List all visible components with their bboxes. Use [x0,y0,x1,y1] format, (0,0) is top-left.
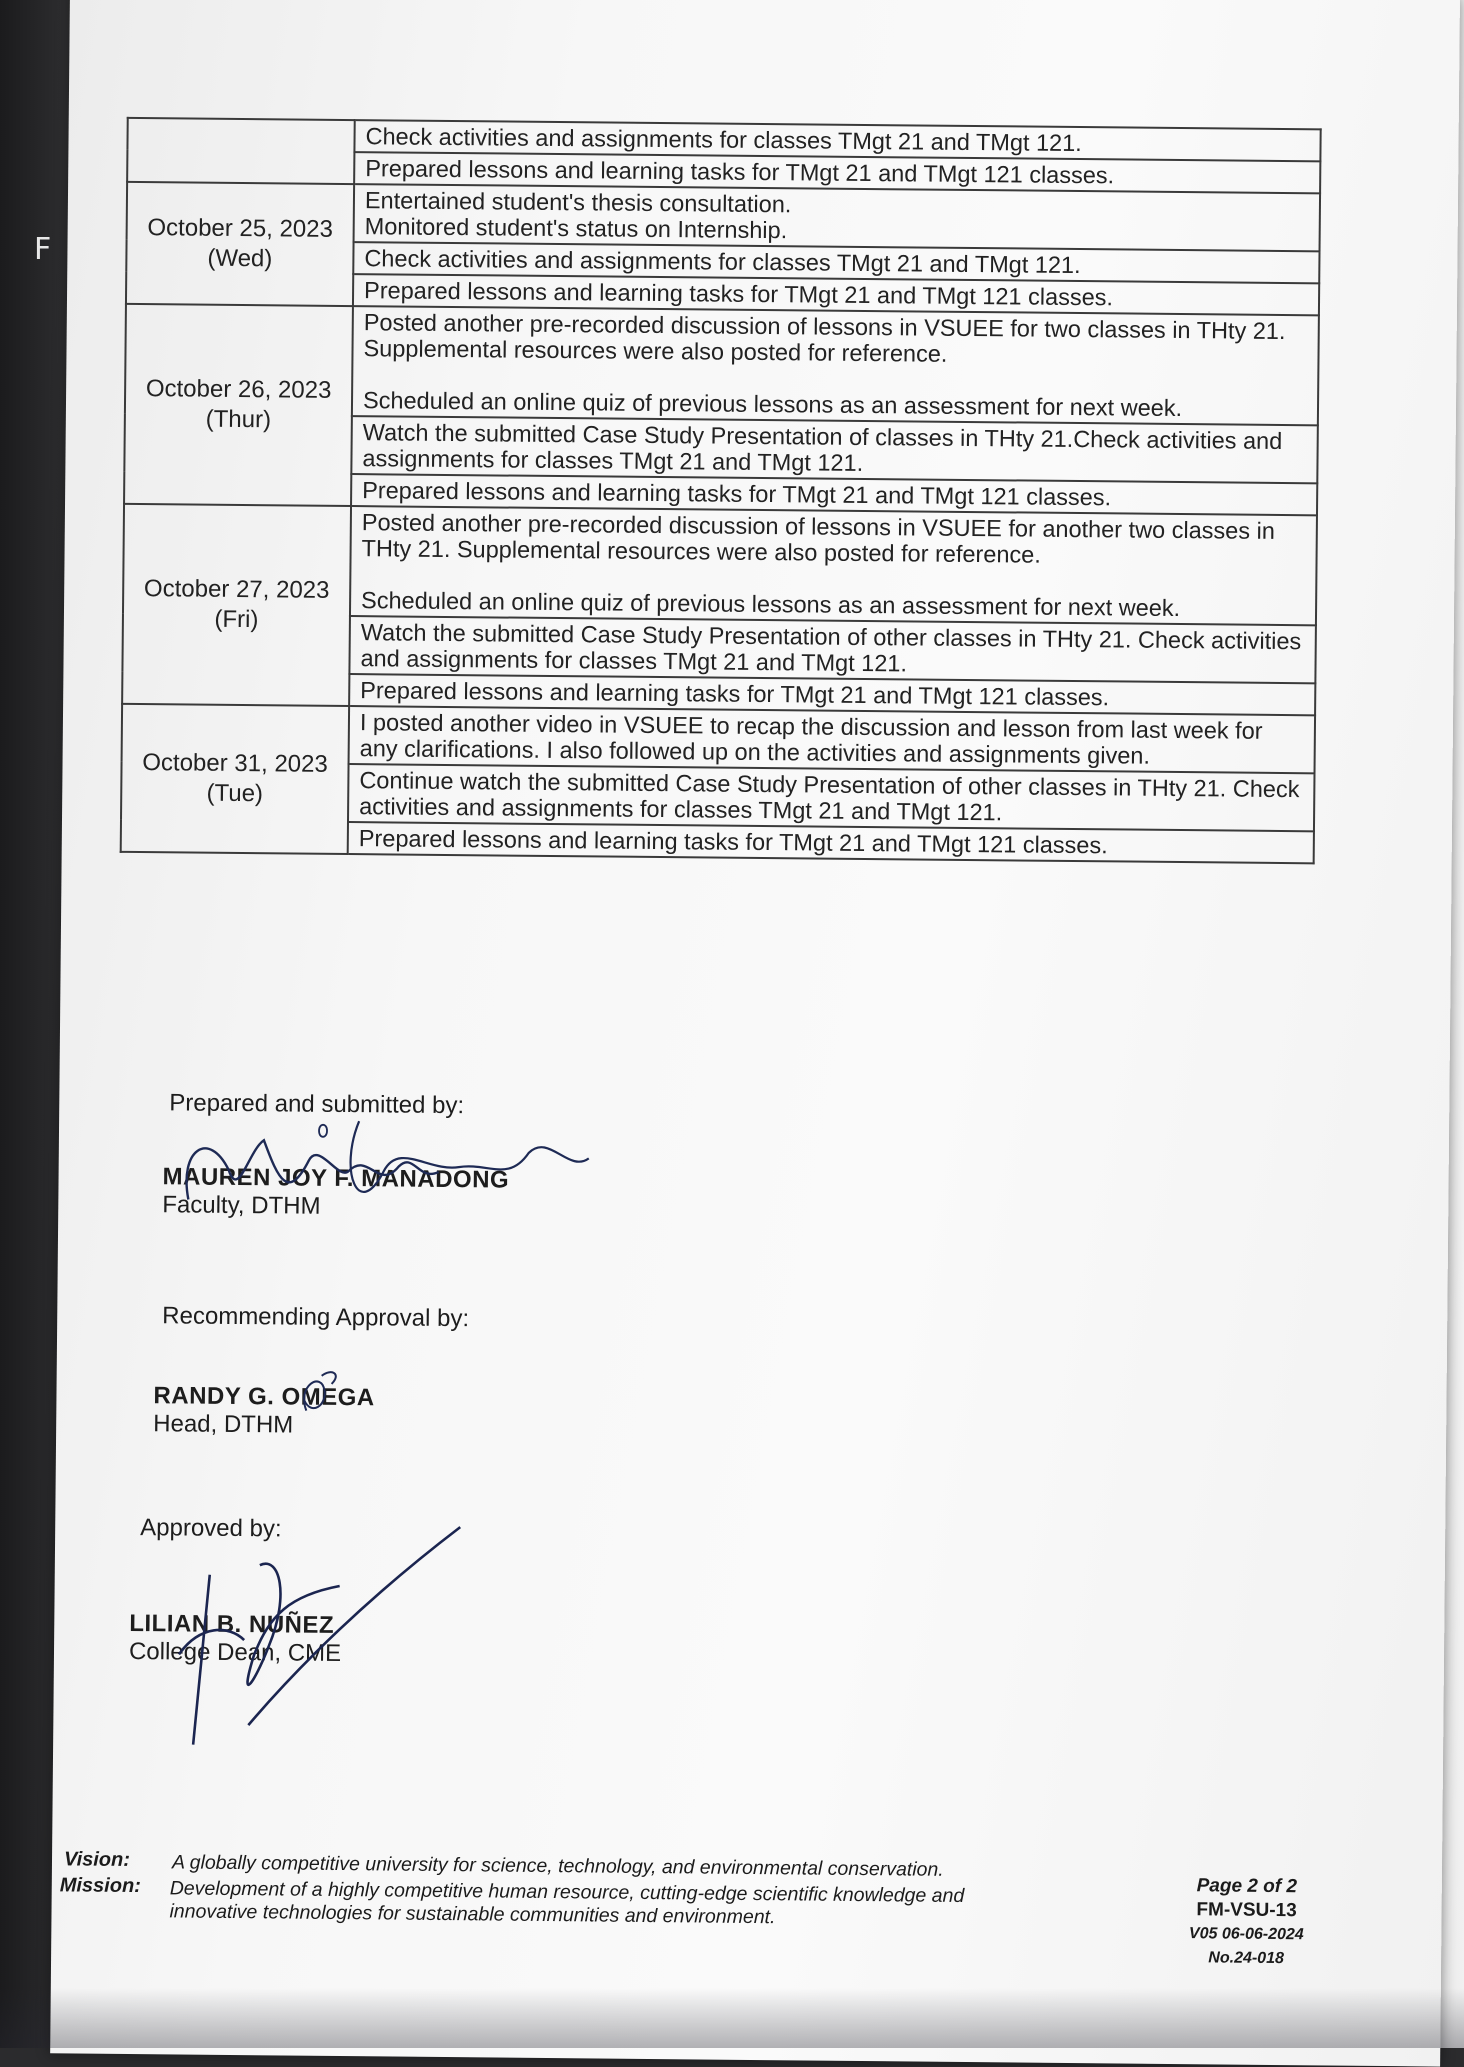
table-row [122,704,1316,773]
date-text: October 25, 2023 [147,214,334,243]
date-text: October 27, 2023 [143,575,330,604]
activity-entry: Check activities and assignments for classes TMgt 21 and TMgt 121. [354,120,1320,161]
approver-title: College Dean, CME [128,1637,342,1668]
activity-entry: I posted another video in VSUEE to recap the discussion and lesson from last week for any clarifications. I also followed up on the activities and assignments given. [349,706,1316,773]
activity-entry: Continue watch the submitted Case Study Presentation of other classes in THty 21. Check activities and assignments for classes TMgt 21 and TMgt 121. [348,764,1315,831]
activity-entry: Prepared lessons and learning tasks for TMgt 21 and TMgt 121 classes. [349,674,1315,715]
document-footer [51,1838,1442,1968]
activity-entry: Entertained student's thesis consultation. Monitored student's status on Internship. [354,184,1321,251]
date-text [138,150,343,152]
approved-by-label: Approved by: [140,1514,282,1543]
date-cell [122,504,351,706]
document-page [50,0,1460,2067]
date-cell [121,704,349,854]
recommending-label: Recommending Approval by: [162,1302,470,1333]
activity-entry: Watch the submitted Case Study Presentation of other classes in THty 21. Check activities and assignments for classes TMgt 21 and TMgt 121. [349,616,1316,683]
weekday-text: (Wed) [207,244,273,273]
activity-entry: Prepared lessons and learning tasks for TMgt 21 and TMgt 121 classes. [353,274,1319,315]
activity-entry: Prepared lessons and learning tasks for TMgt 21 and TMgt 121 classes. [351,474,1317,515]
weekday-text: (Tue) [206,779,264,808]
mission-text: Development of a highly competitive human resource, cutting-edge scientific knowledge and innovative technologies for sustainable communities and environment. [169,1877,965,1929]
date-cell [127,118,355,184]
activity-entry: Check activities and assignments for classes TMgt 21 and TMgt 121. [353,242,1319,283]
table-row [123,504,1317,625]
preparer-title: Faculty, DTHM [162,1191,321,1220]
approver-name: LILIAN B. NUÑEZ [129,1609,335,1639]
form-version: V05 06-06-2024 [1188,1925,1304,1944]
keyboard-key-label: F [34,232,52,267]
approved-by-block [128,1514,343,1668]
recommender-title: Head, DTHM [153,1410,294,1439]
recommending-block [153,1302,470,1441]
activity-entry: Prepared lessons and learning tasks for TMgt 21 and TMgt 121 classes. [354,152,1320,193]
mission-label: Mission: [59,1874,142,1898]
recommender-name: RANDY G. OMEGA [153,1382,375,1412]
form-number: No.24-018 [1208,1949,1285,1968]
preparer-name: MAUREN JOY F. MANADONG [162,1163,510,1194]
prepared-by-block [162,1089,510,1222]
page-number: Page 2 of 2 [1196,1875,1298,1898]
activity-entry: Watch the submitted Case Study Presentation of classes in THty 21.Check activities and assignments for classes TMgt 21 and TMgt 121. [351,416,1318,483]
photo-shadow [0,1988,1464,2048]
activity-entry: Posted another pre-recorded discussion of lessons in VSUEE for another two classes in THty 21. Supplemental resources were also posted for reference. Scheduled an online quiz of previous lessons as an assessment for next week. [350,506,1317,625]
date-cell [126,182,354,306]
vision-text: A globally competitive university for science, technology, and environmental conservation. [171,1851,944,1881]
date-text: October 31, 2023 [142,749,328,778]
date-text: October 26, 2023 [145,375,332,404]
table-row [125,304,1319,425]
weekday-text: (Thur) [205,405,272,434]
form-code: FM-VSU-13 [1196,1899,1297,1922]
weekday-text: (Fri) [214,605,259,634]
date-cell [124,304,353,506]
prepared-by-label: Prepared and submitted by: [169,1089,465,1120]
activity-log-table [120,117,1322,864]
table-row [127,182,1321,251]
activity-entry: Prepared lessons and learning tasks for TMgt 21 and TMgt 121 classes. [348,822,1314,863]
vision-label: Vision: [63,1848,131,1871]
weekday-text [138,150,343,152]
activity-entry: Posted another pre-recorded discussion of lessons in VSUEE for two classes in THty 21. Supplemental resources were also posted for reference. Scheduled an online quiz of previous lessons as an assessment for next week. [352,306,1319,425]
